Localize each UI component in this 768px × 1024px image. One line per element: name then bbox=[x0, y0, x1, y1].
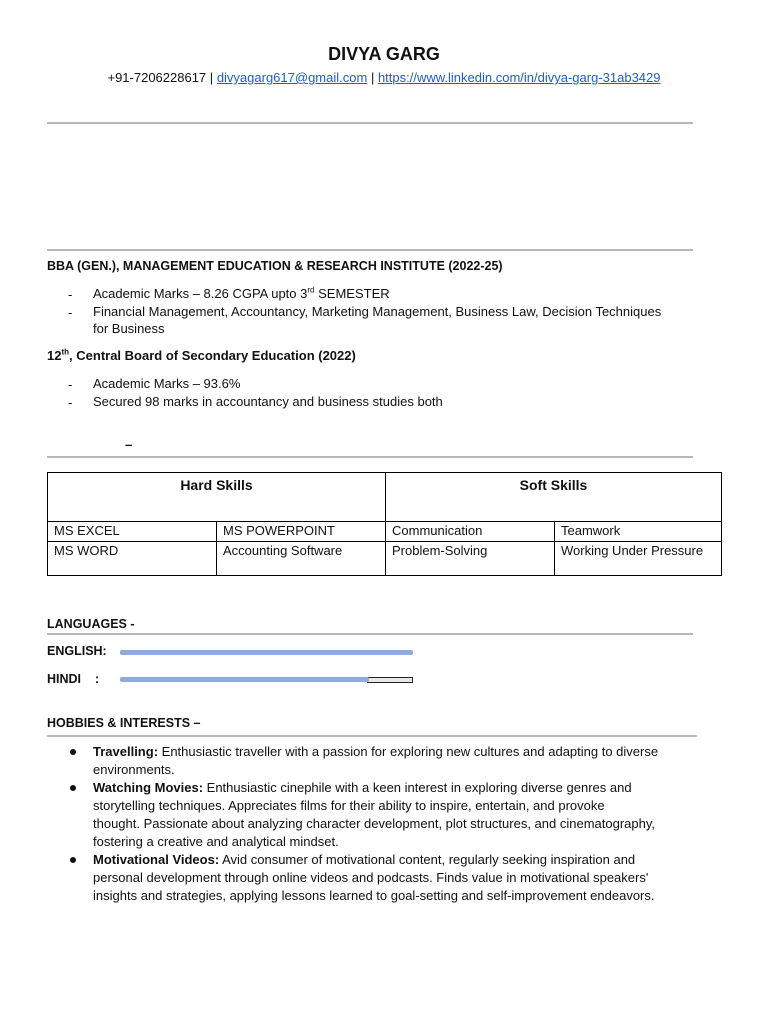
linkedin-link[interactable]: https://www.linkedin.com/in/divya-garg-31ab3429 bbox=[377, 70, 661, 85]
language-bar-english bbox=[120, 650, 413, 656]
email-link[interactable]: divyagarg617@gmail.com bbox=[216, 70, 368, 85]
divider bbox=[47, 735, 697, 737]
divider bbox=[47, 122, 693, 124]
soft-skills-header: Soft Skills bbox=[386, 473, 722, 522]
hobby-item: Watching Movies: Enthusiastic cinephile with a keen interest in exploring diverse genres and storytelling techniques. Appreciates films for their ability to inspire, entertain, and provoke thought. Passionate about analyzing character development, plot structures, and cinematography, fostering a creative and analytical mindset. bbox=[93, 780, 655, 849]
language-bar-fill bbox=[120, 677, 369, 682]
table-row bbox=[48, 542, 722, 576]
skills-table bbox=[47, 472, 722, 576]
language-label-hindi: HINDI : bbox=[47, 672, 100, 686]
bullet-dot bbox=[70, 785, 76, 791]
bullet-dot bbox=[70, 749, 76, 755]
divider bbox=[47, 249, 693, 251]
school-heading: 12th, Central Board of Secondary Education (2022) bbox=[47, 347, 356, 363]
skills-heading-fragment: – bbox=[125, 437, 133, 452]
divider bbox=[47, 456, 693, 458]
table-cell: Problem-Solving bbox=[386, 542, 555, 576]
bullet-dash: - bbox=[68, 395, 73, 410]
degree-item-cont: for Business bbox=[93, 321, 165, 336]
languages-heading: LANGUAGES - bbox=[47, 617, 135, 631]
bullet-dash: - bbox=[68, 305, 73, 320]
degree-heading: BBA (GEN.), MANAGEMENT EDUCATION & RESEARCH INSTITUTE (2022-25) bbox=[47, 259, 503, 273]
table-cell: Accounting Software bbox=[217, 542, 386, 576]
table-cell: MS WORD bbox=[48, 542, 217, 576]
bullet-dash: - bbox=[68, 287, 73, 302]
contact-line bbox=[0, 70, 768, 85]
table-row bbox=[48, 522, 722, 542]
table-cell: MS EXCEL bbox=[48, 522, 217, 542]
divider bbox=[47, 633, 693, 635]
hobby-item: Travelling: Enthusiastic traveller with a passion for exploring new cultures and adapting to diverse environments. bbox=[93, 744, 659, 777]
phone-number: +91-7206228617 bbox=[107, 70, 207, 85]
degree-item: Financial Management, Accountancy, Marketing Management, Business Law, Decision Techniques bbox=[93, 304, 662, 319]
bullet-dash: - bbox=[68, 377, 73, 392]
table-cell: Working Under Pressure bbox=[555, 542, 722, 576]
table-cell: MS POWERPOINT bbox=[217, 522, 386, 542]
school-item: Academic Marks – 93.6% bbox=[93, 376, 241, 391]
language-bar-hindi bbox=[120, 677, 413, 683]
language-bar-fill bbox=[120, 650, 413, 655]
school-item: Secured 98 marks in accountancy and business studies both bbox=[93, 394, 443, 409]
hobbies-heading: HOBBIES & INTERESTS – bbox=[47, 716, 201, 730]
table-cell: Teamwork bbox=[555, 522, 722, 542]
separator: | bbox=[209, 70, 214, 85]
language-bar-remainder bbox=[367, 677, 413, 683]
degree-item: Academic Marks – 8.26 CGPA upto 3rd SEMESTER bbox=[93, 285, 390, 301]
language-label-english: ENGLISH: bbox=[47, 644, 107, 658]
candidate-name: DIVYA GARG bbox=[328, 44, 440, 64]
hard-skills-header: Hard Skills bbox=[48, 473, 386, 522]
bullet-dot bbox=[70, 857, 76, 863]
table-cell: Communication bbox=[386, 522, 555, 542]
separator: | bbox=[370, 70, 375, 85]
hobby-item: Motivational Videos: Avid consumer of motivational content, regularly seeking inspiration and personal development through online videos and podcasts. Finds value in motivational speakers' insights and strategies, applying lessons learned to goal-setting and self-improvement endeavors. bbox=[93, 852, 655, 903]
